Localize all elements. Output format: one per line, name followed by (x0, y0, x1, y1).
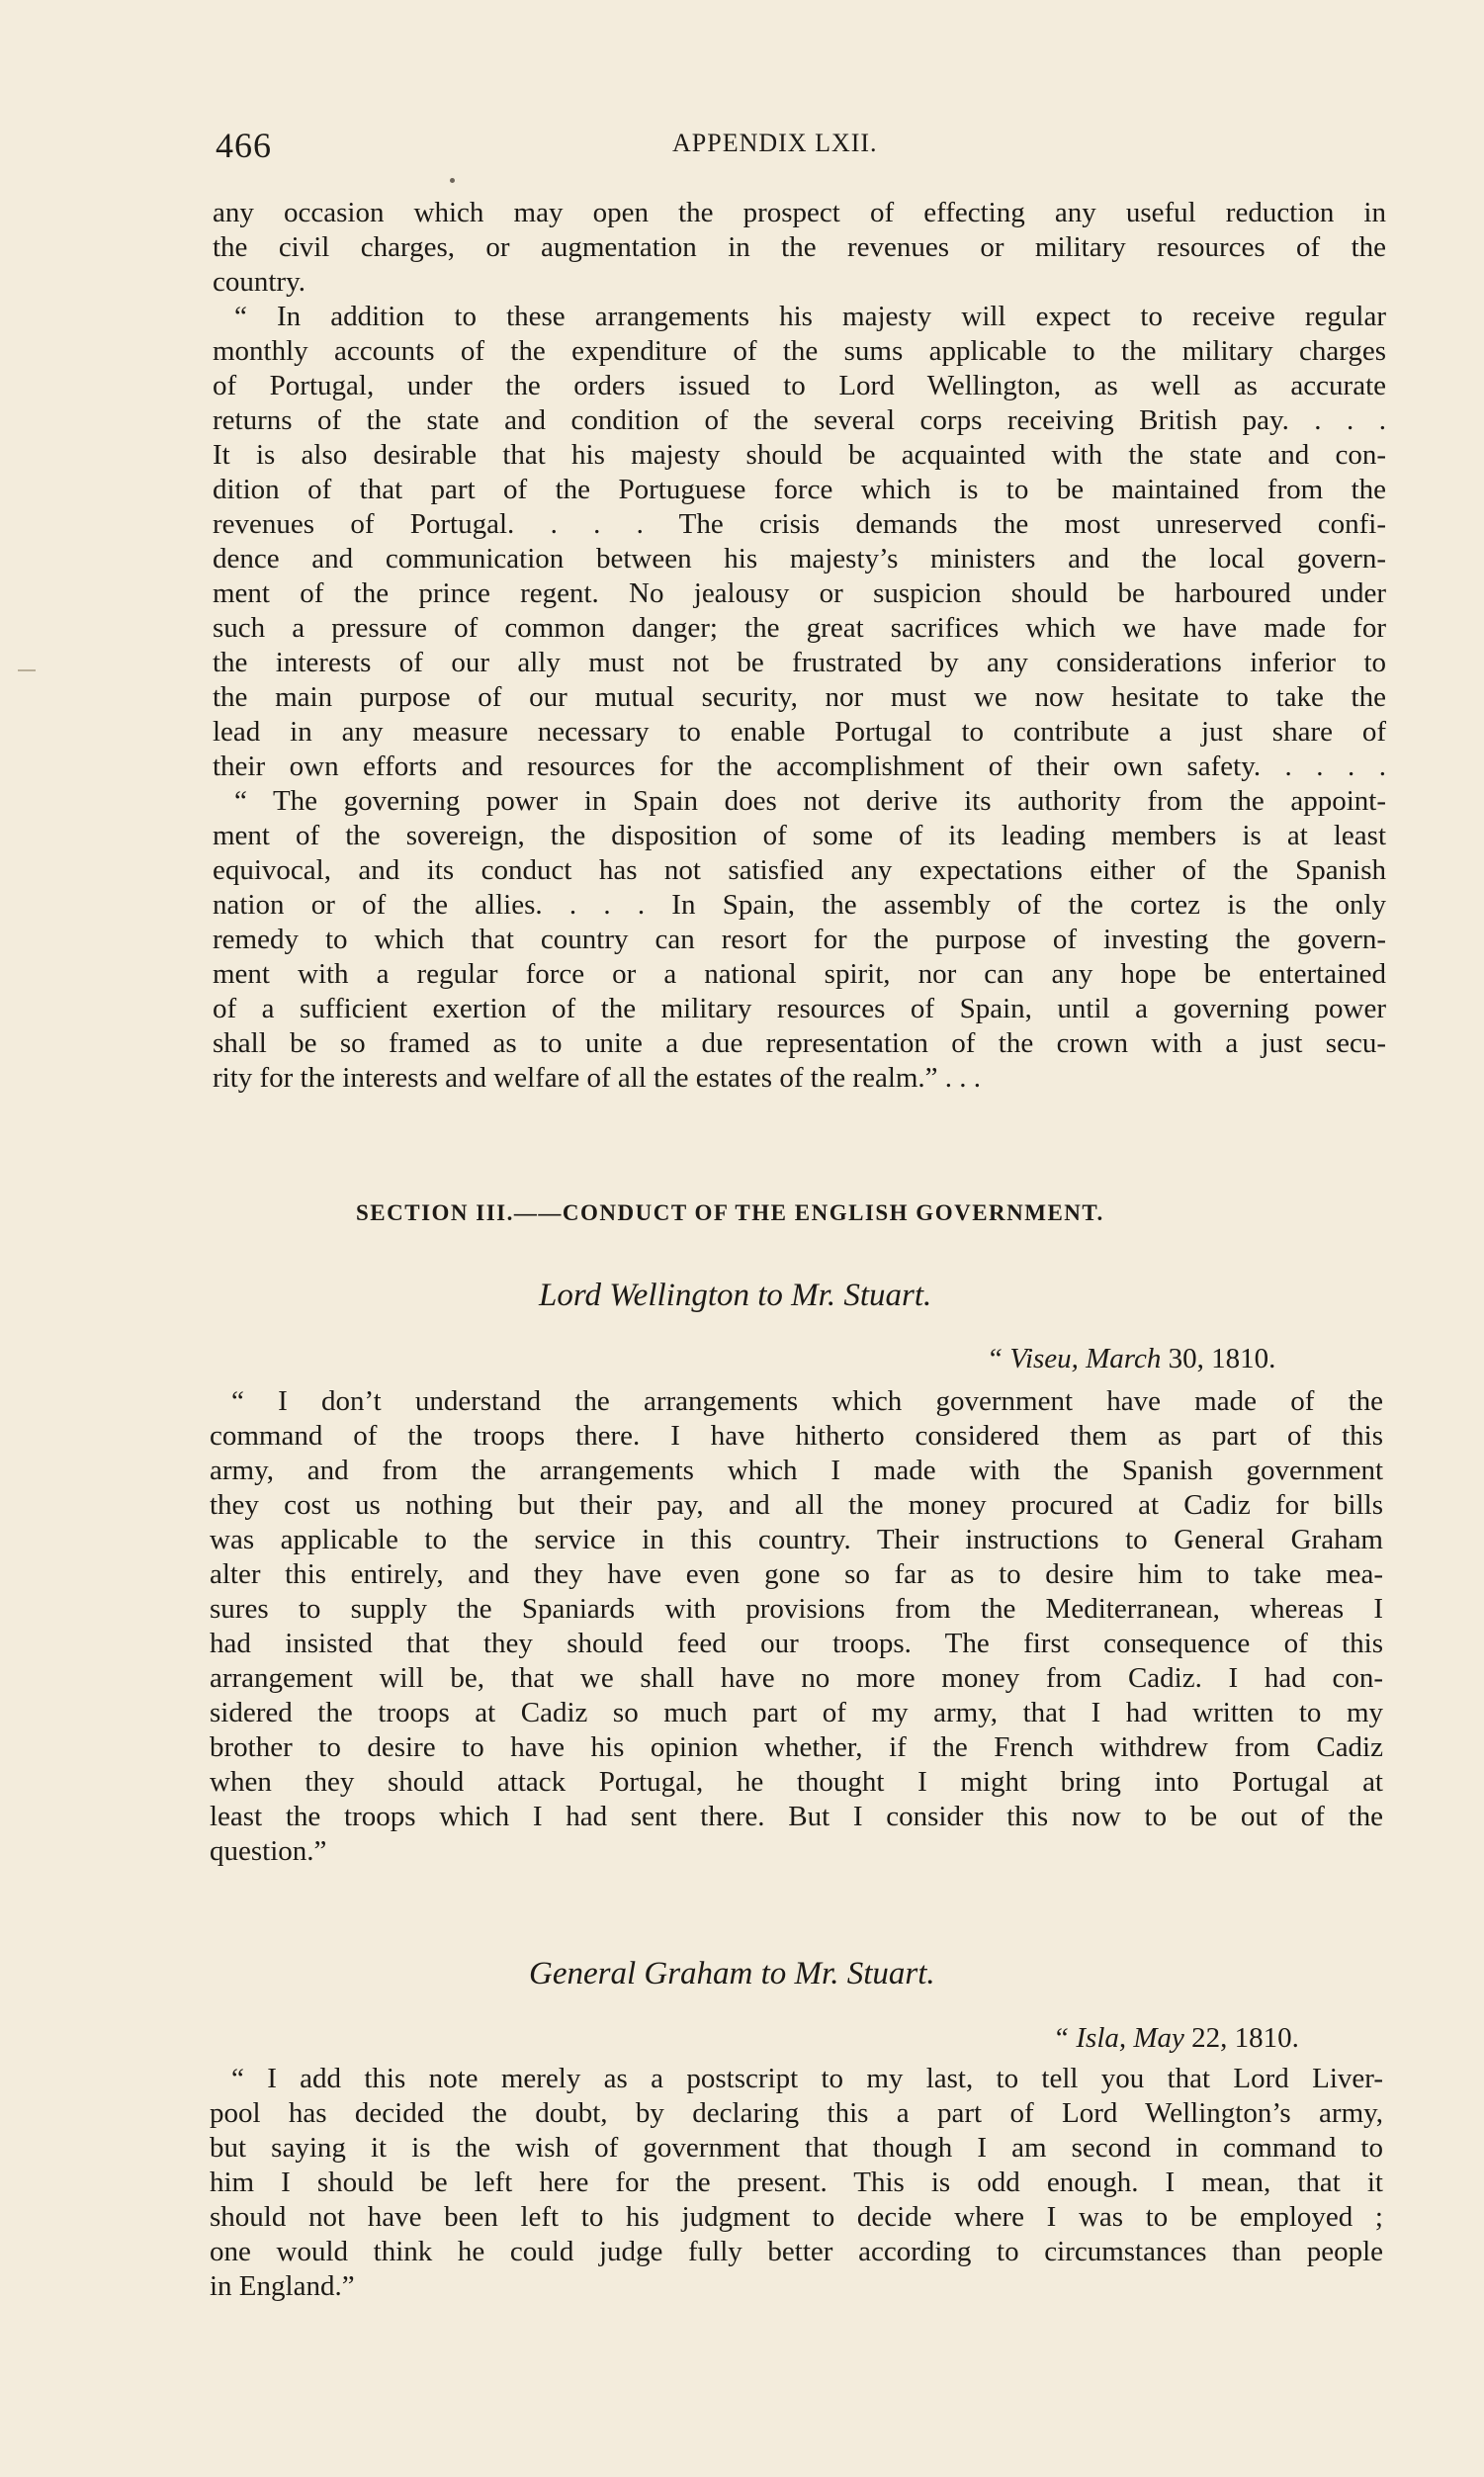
letter-body (210, 1384, 1383, 1869)
text-line: army, and from the arrangements which I made with the Spanish government (210, 1455, 1383, 1486)
section-heading: SECTION III.——CONDUCT OF THE ENGLISH GOVERNMENT. (356, 1200, 1104, 1225)
text-line: ment of the sovereign, the disposition of some of its leading members is at least (213, 820, 1386, 851)
text-line: equivocal, and its conduct has not satisfied any expectations either of the Spanish (213, 854, 1386, 886)
text-line: “ I add this note merely as a postscript to my last, to tell you that Lord Liver- (231, 2063, 1383, 2094)
dateline-date: 22, 1810. (1191, 2022, 1299, 2054)
page-number: 466 (216, 126, 272, 165)
text-line: brother to desire to have his opinion whether, if the French withdrew from Cadiz (210, 1731, 1383, 1763)
margin-mark (18, 669, 36, 671)
text-line: dence and communication between his majesty’s ministers and the local govern- (213, 543, 1386, 575)
text-line: revenues of Portugal. . . . The crisis demands the most unreserved confi- (213, 508, 1386, 540)
text-line: the interests of our ally must not be frustrated by any considerations inferior to (213, 647, 1386, 678)
text-line: of a sufficient exertion of the military resources of Spain, until a governing power (213, 993, 1386, 1024)
dateline-place: “ Viseu, March (987, 1343, 1162, 1374)
text-line: the main purpose of our mutual security, nor must we now hesitate to take the (213, 681, 1386, 713)
text-line: “ In addition to these arrangements his majesty will expect to receive regular (234, 301, 1386, 332)
text-line: any occasion which may open the prospect of effecting any useful reduction in (213, 197, 1386, 228)
text-line: monthly accounts of the expenditure of the sums applicable to the military charges (213, 335, 1386, 367)
text-line: “ The governing power in Spain does not derive its authority from the appoint- (234, 785, 1386, 817)
letter-dateline (1053, 2022, 1299, 2055)
text-line: dition of that part of the Portuguese force which is to be maintained from the (213, 474, 1386, 505)
letter-title: General Graham to Mr. Stuart. (529, 1956, 935, 1991)
text-line: one would think he could judge fully better according to circumstances than people (210, 2236, 1383, 2267)
text-line: was applicable to the service in this country. Their instructions to General Graham (210, 1524, 1383, 1555)
text-line: nation or of the allies. . . . In Spain, the assembly of the cortez is the only (213, 889, 1386, 921)
text-line: arrangement will be, that we shall have no more money from Cadiz. I had con- (210, 1662, 1383, 1694)
text-line: sures to supply the Spaniards with provisions from the Mediterranean, whereas I (210, 1593, 1383, 1625)
text-line: ment of the prince regent. No jealousy or suspicion should be harboured under (213, 577, 1386, 609)
letter-title: Lord Wellington to Mr. Stuart. (539, 1278, 932, 1313)
text-line: country. (213, 266, 306, 298)
text-line: but saying it is the wish of government that though I am second in command to (210, 2132, 1383, 2164)
running-head: APPENDIX LXII. (672, 129, 878, 157)
text-line: of Portugal, under the orders issued to Lord Wellington, as well as accurate (213, 370, 1386, 401)
letter-dateline (987, 1343, 1275, 1375)
dateline-place: “ Isla, May (1053, 2022, 1184, 2054)
text-line: remedy to which that country can resort for the purpose of investing the govern- (213, 924, 1386, 955)
text-line: him I should be left here for the present. This is odd enough. I mean, that it (210, 2167, 1383, 2198)
letter-body (210, 2062, 1383, 2304)
paragraph-governing-power (213, 784, 1386, 1096)
text-line: their own efforts and resources for the accomplishment of their own safety. . . . . (213, 751, 1386, 782)
text-line: such a pressure of common danger; the great sacrifices which we have made for (213, 612, 1386, 644)
text-line: the civil charges, or augmentation in the revenues or military resources of the (213, 231, 1386, 263)
text-line: pool has decided the doubt, by declaring this a part of Lord Wellington’s army, (210, 2097, 1383, 2129)
text-line: alter this entirely, and they have even gone so far as to desire him to take mea- (210, 1558, 1383, 1590)
text-line: ment with a regular force or a national spirit, nor can any hope be entertained (213, 958, 1386, 990)
text-line: It is also desirable that his majesty should be acquainted with the state and con- (213, 439, 1386, 471)
text-line: had insisted that they should feed our troops. The first consequence of this (210, 1628, 1383, 1659)
dateline-date: 30, 1810. (1168, 1343, 1276, 1374)
text-line: in England.” (210, 2270, 355, 2302)
text-line: command of the troops there. I have hitherto considered them as part of this (210, 1420, 1383, 1452)
text-line: sidered the troops at Cadiz so much part of my army, that I had written to my (210, 1697, 1383, 1728)
ink-speck (450, 178, 455, 183)
paragraph-continuation (213, 196, 1386, 300)
text-line: question.” (210, 1835, 327, 1867)
text-line: “ I don’t understand the arrangements which government have made of the (231, 1385, 1383, 1417)
text-line: shall be so framed as to unite a due representation of the crown with a just secu- (213, 1027, 1386, 1059)
paragraph-regular-accounts (213, 300, 1386, 784)
page-header (216, 125, 1387, 174)
text-line: least the troops which I had sent there. But I consider this now to be out of the (210, 1801, 1383, 1832)
text-line: lead in any measure necessary to enable Portugal to contribute a just share of (213, 716, 1386, 748)
text-line: they cost us nothing but their pay, and all the money procured at Cadiz for bills (210, 1489, 1383, 1521)
text-line: returns of the state and condition of the several corps receiving British pay. . . . (213, 404, 1386, 436)
text-line: should not have been left to his judgment to decide where I was to be employed ; (210, 2201, 1383, 2233)
text-line: rity for the interests and welfare of all the estates of the realm.” . . . (213, 1062, 982, 1094)
text-line: when they should attack Portugal, he thought I might bring into Portugal at (210, 1766, 1383, 1798)
